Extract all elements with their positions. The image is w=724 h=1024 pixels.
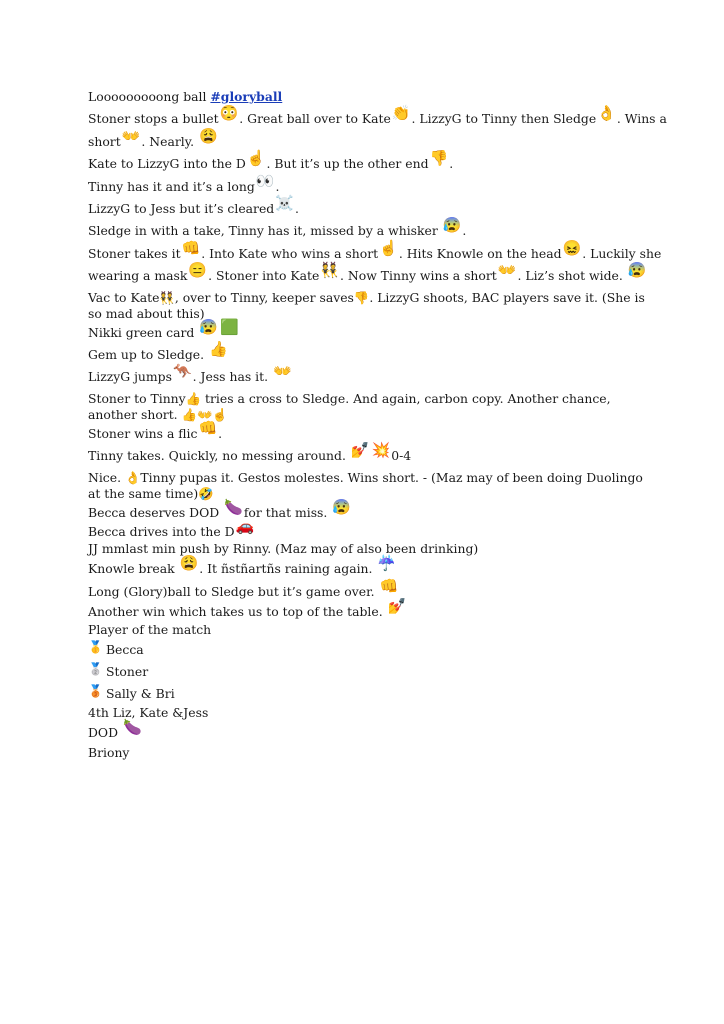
report-line-13: [88, 362, 648, 388]
line-text: . LizzyG to Tinny then Sledge: [411, 111, 597, 127]
report-line-9: [88, 261, 648, 287]
pointing-up-icon: ☝️: [379, 238, 398, 257]
line-text: JJ mmlast min push by Rinny. (Maz may of also been drinking): [88, 541, 479, 557]
line-text: Knowle break: [88, 561, 179, 577]
report-line-2: [88, 104, 667, 130]
line-text: Tinny has it and it’s a long: [88, 178, 255, 194]
report-line-22: [88, 576, 648, 603]
line-text: Stoner wins a flic: [88, 425, 198, 441]
report-line-14: Stoner to Tinny👍 tries a cross to Sledge. And again, carbon copy. Another chance, another short. 👍👐☝️: [88, 390, 611, 422]
fist-bump-icon: 👊: [198, 418, 218, 437]
line-text: Stoner stops a bullet: [88, 111, 219, 127]
report-line-20: [88, 540, 648, 558]
fist-bump-icon: 👊: [379, 576, 399, 595]
report-line-5: [88, 171, 648, 198]
kangaroo-icon: 🦘: [172, 362, 192, 381]
line-text: Another win which takes us to top of the table.: [88, 603, 387, 619]
potm-third: [88, 684, 648, 704]
report-line-3: [88, 126, 648, 153]
line-text: Tinny takes. Quickly, no messing around.: [88, 448, 350, 464]
line-text: for that miss.: [243, 504, 332, 520]
line-text: .: [449, 156, 454, 172]
line-text: .: [294, 201, 299, 217]
line-text: . Great ball over to Kate: [239, 111, 391, 127]
pointing-up-icon: ☝️: [246, 149, 266, 168]
thumbs-down-icon: 👎: [429, 149, 449, 168]
potm-name: Becca: [105, 641, 144, 657]
line-text: Sledge in with a take, Tinny has it, missed by a whisker: [88, 223, 442, 239]
car-icon: 🚗: [235, 517, 255, 536]
line-text: short: [88, 133, 121, 149]
weary-face-icon: 😩: [198, 126, 218, 145]
silver-medal-icon: 🥈: [88, 662, 103, 677]
line-text: Becca drives into the D: [88, 524, 235, 540]
thumbs-up-icon: 👍: [209, 340, 228, 359]
line-text: Stoner takes it: [88, 245, 181, 261]
line-text: .: [275, 178, 280, 194]
line-text: .: [462, 223, 467, 239]
flushed-face-icon: 😳: [219, 104, 239, 123]
line-text: LizzyG jumps: [88, 369, 172, 385]
fist-bump-icon: 👊: [181, 238, 201, 257]
green-square-icon: 🟩: [219, 317, 239, 336]
report-line-6: [88, 194, 648, 220]
potm-second: [88, 661, 648, 683]
dod-label: DOD: [88, 724, 122, 740]
line-text: . Hits Knowle on the head: [398, 245, 562, 261]
report-line-10: Vac to Kate👯, over to Tinny, keeper saves👎. LizzyG shoots, BAC players save it. (She is so mad about this): [88, 289, 645, 321]
anxious-face-icon: 😰: [199, 317, 218, 336]
hashtag-link[interactable]: #gloryball: [210, 89, 283, 104]
match-report: [88, 86, 667, 762]
line-text: Kate to LizzyG into the D: [88, 156, 246, 172]
open-hands-icon: 👐: [497, 261, 517, 280]
line-text: . Wins a: [616, 111, 667, 127]
skull-icon: ☠️: [275, 194, 294, 213]
report-line-12: [88, 340, 648, 366]
report-line-16: [88, 441, 648, 467]
line-text: . Stoner into Kate: [208, 268, 320, 284]
report-line-18: [88, 497, 648, 524]
eggplant-icon: 🍆: [122, 717, 142, 736]
potm-heading: Player of the match: [88, 621, 212, 637]
dancers-icon: 👯: [320, 261, 340, 280]
line-text: Nikki green card: [88, 324, 199, 340]
report-line-17: Nice. 👌Tinny pupas it. Gestos molestes. Wins short. - (Maz may of been doing Duolingo at the same time)🤣: [88, 469, 643, 501]
line-text: . Now Tinny wins a short: [340, 268, 497, 284]
umbrella-rain-icon: ☔: [377, 554, 397, 573]
report-line-11: [88, 317, 648, 344]
expressionless-face-icon: 😑: [188, 261, 208, 280]
gold-medal-icon: 🥇: [88, 639, 103, 654]
report-line-23: [88, 596, 648, 621]
open-hands-icon: 👐: [121, 126, 141, 145]
line-text: .: [218, 425, 223, 441]
nail-polish-icon: 💅: [387, 596, 407, 615]
bronze-medal-icon: 🥉: [88, 683, 103, 698]
report-line-8: [88, 238, 662, 265]
line-text: . It ñstñartñs raining again.: [199, 561, 377, 577]
potm-name: Stoner: [105, 664, 149, 680]
eyes-icon: 👀: [255, 171, 275, 190]
line-text: Gem up to Sledge.: [88, 347, 209, 363]
line-text: . Liz’s shot wide.: [517, 268, 627, 284]
eggplant-icon: 🍆: [224, 497, 243, 516]
nail-polish-icon: 💅: [350, 441, 370, 460]
line-text: Long (Glory)ball to Sledge but it’s game over.: [88, 583, 379, 599]
report-line-19: [88, 517, 648, 540]
line-text: . Into Kate who wins a short: [201, 245, 379, 261]
line-text: Becca deserves DOD: [88, 504, 224, 520]
anxious-face-icon: 😰: [627, 261, 647, 280]
potm-first: [88, 639, 648, 661]
ok-hand-icon: 👌: [597, 104, 616, 123]
line-text: Looooooooong ball: [88, 89, 211, 104]
line-text: . Nearly.: [141, 133, 198, 149]
report-line-1: [88, 86, 648, 108]
dod-line: [88, 717, 648, 744]
collision-icon: 💥: [371, 441, 391, 460]
clapping-hands-icon: 👏: [391, 104, 411, 123]
line-text: wearing a mask: [88, 268, 188, 284]
potm-fourth: 4th Liz, Kate &Jess: [88, 704, 209, 720]
report-line-21: [88, 554, 648, 580]
line-text: . But it’s up the other end: [266, 156, 429, 172]
line-text: . Jess has it.: [192, 369, 272, 385]
line-text: LizzyG to Jess but it’s cleared: [88, 201, 275, 217]
open-hands-icon: 👐: [272, 362, 292, 381]
report-line-4: [88, 149, 648, 175]
potm-name: Sally & Bri: [105, 685, 175, 701]
anxious-face-icon: 😰: [332, 497, 351, 516]
line-text: . Luckily she: [582, 245, 662, 261]
dod-name: Briony: [88, 745, 130, 761]
confounded-face-icon: 😖: [562, 238, 582, 257]
weary-face-icon: 😩: [179, 554, 199, 573]
anxious-face-icon: 😰: [442, 216, 462, 235]
line-text: 0-4: [391, 448, 412, 464]
